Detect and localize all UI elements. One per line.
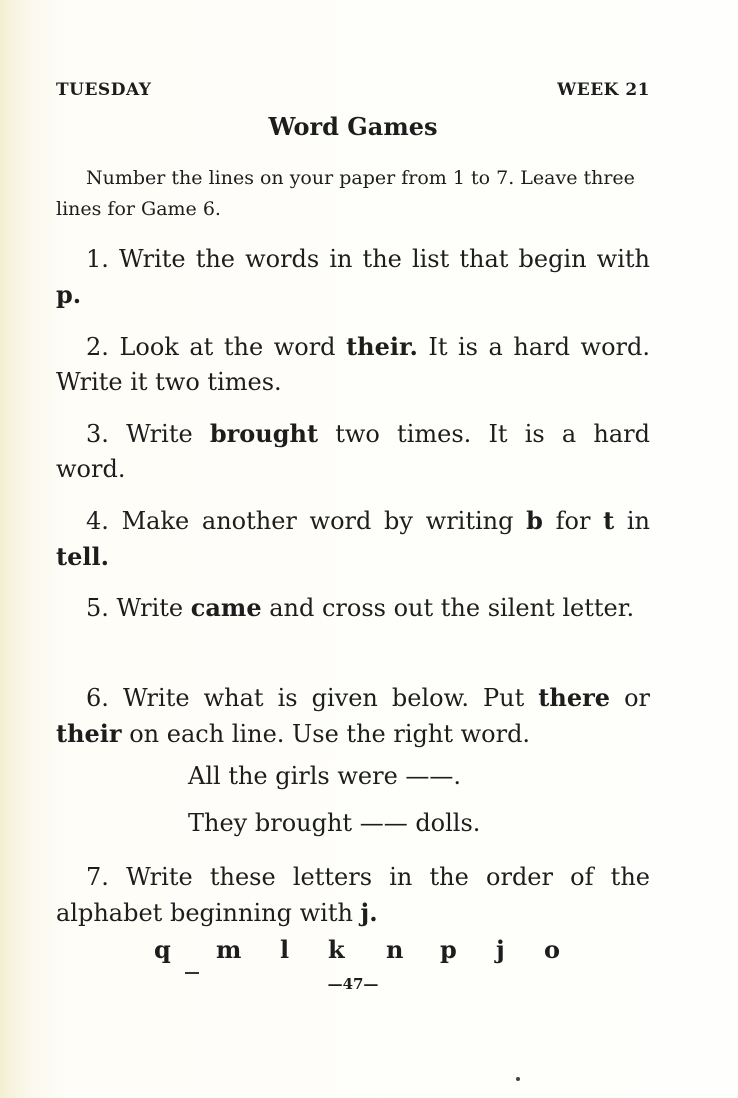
letter-item: o — [544, 935, 561, 964]
letter-item: j — [496, 935, 505, 964]
exercise-text: Write what is given below. Put — [122, 684, 539, 712]
exercise-3 — [56, 416, 650, 487]
bold-word: p. — [56, 280, 82, 309]
bold-word: their — [56, 719, 122, 748]
exercise-number: 4. — [86, 507, 109, 535]
letter-list — [56, 935, 650, 975]
exercise-text: in — [614, 507, 651, 535]
ink-dot — [516, 1077, 520, 1081]
ink-mark — [185, 972, 199, 974]
exercise-text: or — [610, 684, 650, 712]
exercise-number: 5. — [86, 594, 109, 622]
running-head — [56, 80, 650, 104]
page-title: Word Games — [268, 112, 438, 141]
exercise-text: Make another word by writing — [121, 507, 527, 535]
letter-item: p — [440, 935, 457, 964]
exercise-number: 7. — [86, 863, 109, 891]
letter-item: m — [216, 935, 242, 964]
exercise-1 — [56, 242, 650, 313]
intro-text: Number the lines on your paper from 1 to 7. Leave three lines for Game 6. — [56, 167, 635, 220]
letter-item: n — [386, 935, 404, 964]
exercise-7 — [56, 860, 650, 931]
exercise-number: 1. — [86, 245, 109, 273]
exercise-text: and cross out the silent letter. — [261, 594, 635, 622]
bold-word: b — [526, 506, 543, 535]
bold-word: there — [538, 683, 611, 712]
intro-paragraph — [56, 163, 650, 225]
bold-word: j. — [360, 898, 378, 927]
exercise-text: Write — [126, 420, 210, 448]
exercise-text: Write these letters in the order of the alphabet beginning with — [56, 863, 650, 927]
exercise-5 — [56, 590, 650, 626]
exercise-text: two times. It is a hard word. — [56, 420, 650, 483]
bold-word: came — [190, 593, 262, 622]
exercise-number: 6. — [86, 684, 109, 712]
exercise-2 — [56, 329, 650, 400]
exercise-text: It is a hard word. Write it two times. — [56, 333, 650, 396]
letter-item: l — [280, 935, 290, 964]
exercise-text: on each line. Use the right word. — [121, 720, 531, 748]
bold-word: brought — [209, 419, 319, 448]
exercise-4 — [56, 503, 650, 575]
bold-word: their. — [346, 332, 418, 361]
letter-item: k — [328, 935, 345, 964]
week-label: WEEK 21 — [557, 80, 650, 100]
bold-word: t — [603, 506, 615, 535]
exercise-number: 3. — [86, 420, 109, 448]
practice-sentence-1: All the girls were ——. — [188, 762, 462, 790]
practice-sentence-2: They brought —— dolls. — [188, 809, 481, 837]
exercise-text: Write — [116, 594, 191, 622]
exercise-6 — [56, 680, 650, 752]
exercise-number: 2. — [86, 333, 109, 361]
exercise-text: Look at the word — [119, 333, 347, 361]
page — [56, 0, 650, 1098]
exercise-text: for — [542, 507, 604, 535]
letter-item: q — [154, 935, 171, 964]
exercise-text: Write the words in the list that begin with — [119, 245, 650, 273]
bold-word: tell. — [56, 542, 109, 571]
day-label: TUESDAY — [56, 80, 152, 100]
page-number: —47— — [327, 975, 379, 993]
